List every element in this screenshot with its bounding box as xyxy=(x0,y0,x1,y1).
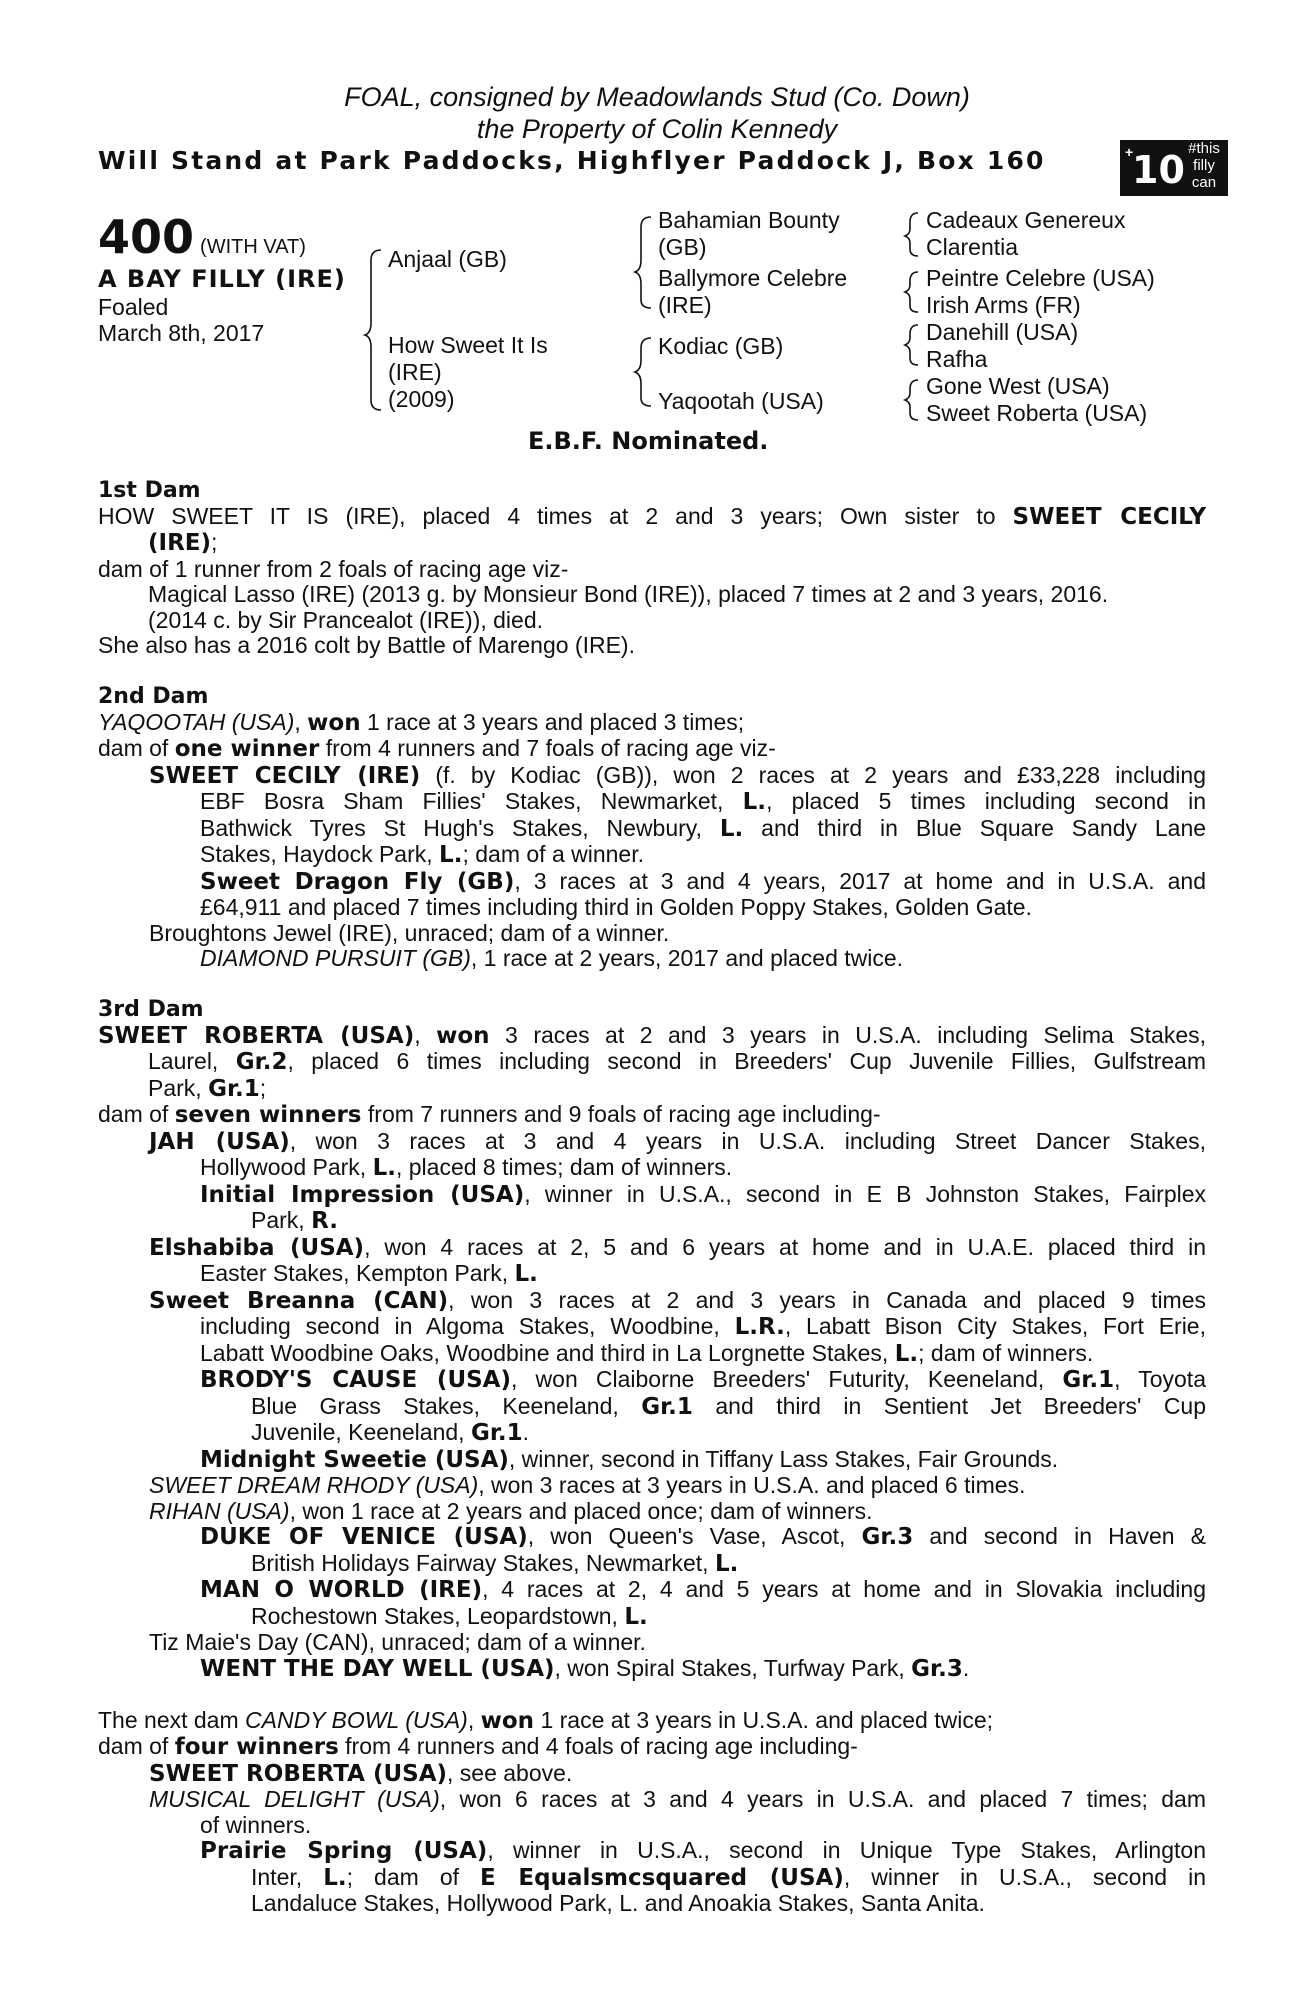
record-text: The next dam xyxy=(98,1706,239,1733)
text-line: Tiz Maie's Day (CAN), unraced; dam of a winner. xyxy=(149,1629,646,1655)
text-line xyxy=(98,1023,1206,1050)
record-text: , Labatt Bison City Stakes, Fort Erie, xyxy=(784,1313,1206,1339)
text-line xyxy=(98,736,1206,763)
sire: Anjaal (GB) xyxy=(388,246,507,272)
text-line xyxy=(98,1838,1206,1865)
punct: , xyxy=(414,1021,421,1048)
second-dam-heading: 2nd Dam xyxy=(98,684,209,709)
sister-country: (IRE) xyxy=(148,530,212,556)
progeny-name: MAN O WORLD (IRE) xyxy=(200,1577,483,1603)
first-dam-heading: 1st Dam xyxy=(98,478,201,503)
text-line xyxy=(98,1447,1206,1474)
dam-name: CANDY BOWL (USA) xyxy=(245,1706,468,1733)
text-line xyxy=(98,1341,1206,1368)
progeny-name: E Equalsmcsquared (USA) xyxy=(480,1864,844,1891)
record-text: from 4 runners and 4 foals of racing age including- xyxy=(345,1733,858,1759)
race-grade: Gr.2 xyxy=(235,1049,288,1075)
sire-dam: Ballymore Celebre xyxy=(658,265,848,291)
race-grade: L. xyxy=(894,1340,919,1367)
consignor-line: FOAL, consigned by Meadowlands Stud (Co. Down) xyxy=(344,82,970,112)
race-grade: Gr.1 xyxy=(208,1075,260,1102)
ped-gen3: Rafha xyxy=(926,346,988,372)
sire-dam-country: (IRE) xyxy=(658,292,712,318)
progeny-name: RIHAN (USA) xyxy=(149,1497,290,1524)
race-grade: R. xyxy=(311,1208,338,1234)
ped-gen3: Peintre Celebre (USA) xyxy=(926,265,1155,291)
foaled-date: March 8th, 2017 xyxy=(98,320,265,346)
property-line: the Property of Colin Kennedy xyxy=(476,114,838,144)
progeny-name: JAH (USA) xyxy=(149,1128,290,1155)
record-text: Labatt Woodbine Oaks, Woodbine and third in La Lorgnette Stakes, xyxy=(200,1339,889,1366)
text-line xyxy=(98,1761,1206,1788)
ped-gen3: Sweet Roberta (USA) xyxy=(926,400,1148,426)
winners-count: one winner xyxy=(174,736,320,762)
record-text: Easter Stakes, Kempton Park, xyxy=(200,1260,509,1286)
text-line: She also has a 2016 colt by Battle of Marengo (IRE). xyxy=(98,632,635,658)
punct: , xyxy=(294,708,301,735)
punct: , xyxy=(467,1706,475,1733)
record-text: , won 3 races at 2 and 3 years in Canada and placed 9 times xyxy=(448,1286,1207,1313)
race-grade: Gr.3 xyxy=(911,1655,963,1682)
text-line xyxy=(98,842,1206,869)
record-text: , won 1 race at 2 years and placed once; dam of winners. xyxy=(289,1497,873,1524)
progeny-name: Initial Impression (USA) xyxy=(200,1181,525,1208)
sire-sire: Bahamian Bounty xyxy=(658,207,840,233)
text-line xyxy=(98,1394,1206,1421)
progeny-name: WENT THE DAY WELL (USA) xyxy=(200,1655,555,1682)
record-text: , placed 6 times including second in Breeders' Cup Juvenile Fillies, Gulfstream xyxy=(287,1048,1207,1074)
text-line xyxy=(98,1049,1206,1076)
progeny-name: Midnight Sweetie (USA) xyxy=(200,1446,509,1473)
text-line xyxy=(98,1420,1206,1447)
progeny-name: BRODY'S CAUSE (USA) xyxy=(200,1367,511,1393)
record-text: , 3 races at 3 and 4 years, 2017 at home and in U.S.A. and xyxy=(514,867,1206,894)
text-line xyxy=(98,1314,1206,1341)
race-grade: L. xyxy=(624,1603,648,1630)
text-line xyxy=(98,1102,1206,1129)
bracket xyxy=(365,250,381,410)
record-text: dam of xyxy=(98,735,169,761)
record-text: from 4 runners and 7 foals of racing age viz- xyxy=(325,735,776,761)
progeny-name: Sweet Dragon Fly (GB) xyxy=(200,868,515,895)
bracket xyxy=(905,213,918,256)
bracket xyxy=(635,338,651,406)
text-line xyxy=(98,710,1206,737)
text-line xyxy=(98,1604,1206,1631)
race-grade: L. xyxy=(372,1155,396,1181)
lot-number: 400 xyxy=(98,210,195,264)
text-line xyxy=(98,1076,1206,1103)
ped-gen3: Gone West (USA) xyxy=(926,373,1110,399)
text-line xyxy=(98,1734,1206,1761)
race-grade: Gr.1 xyxy=(1062,1367,1115,1393)
record-text: Juvenile, Keeneland, xyxy=(251,1419,465,1445)
text-line: Landaluce Stakes, Hollywood Park, L. and Anoakia Stakes, Santa Anita. xyxy=(251,1890,985,1916)
won-word: won xyxy=(307,709,361,736)
third-dam-heading: 3rd Dam xyxy=(98,997,204,1022)
progeny-name: Prairie Spring (USA) xyxy=(200,1838,488,1864)
text-line xyxy=(98,789,1206,816)
text-line xyxy=(98,1235,1206,1262)
text-line xyxy=(98,1656,1206,1683)
record-text: , won Claiborne Breeders' Futurity, Keeneland, xyxy=(511,1366,1045,1392)
race-grade: L.R. xyxy=(734,1314,785,1340)
dam-year: (2009) xyxy=(388,386,455,412)
text-line: Broughtons Jewel (IRE), unraced; dam of a winner. xyxy=(149,919,670,946)
dam-name: YAQOOTAH (USA) xyxy=(98,708,295,735)
record-text: British Holidays Fairway Stakes, Newmarket, xyxy=(251,1549,709,1576)
record-text: Park, xyxy=(251,1207,305,1233)
progeny-name: SWEET DREAM RHODY (USA) xyxy=(149,1472,479,1498)
text-line xyxy=(98,1865,1206,1892)
vat-note: (WITH VAT) xyxy=(200,236,306,258)
text-line: (2014 c. by Sir Prancealot (IRE)), died. xyxy=(148,606,543,633)
race-grade: L. xyxy=(323,1864,347,1891)
bracket xyxy=(905,325,918,365)
text-line xyxy=(98,1787,1206,1813)
record-text: ; dam of winners. xyxy=(918,1339,1094,1366)
text-line xyxy=(98,1155,1206,1182)
text-line xyxy=(98,504,1206,531)
record-text: , won 3 races at 3 years in U.S.A. and placed 6 times. xyxy=(478,1472,1026,1498)
dam-country: (IRE) xyxy=(388,359,442,385)
punct: . xyxy=(522,1419,530,1445)
ped-gen3: Clarentia xyxy=(926,234,1019,260)
race-grade: L. xyxy=(439,842,463,868)
text-line: dam of 1 runner from 2 foals of racing age viz- xyxy=(98,555,569,582)
record-text: Park, xyxy=(148,1074,202,1101)
record-text: Stakes, Haydock Park, xyxy=(200,841,433,867)
text-line xyxy=(98,1499,1206,1525)
record-text: (f. by Kodiac (GB)), won 2 races at 2 years and £33,228 including xyxy=(435,761,1206,788)
record-text: , see above. xyxy=(447,1759,573,1786)
text-line xyxy=(98,1551,1206,1578)
text-line: Magical Lasso (IRE) (2013 g. by Monsieur Bond (IRE)), placed 7 times at 2 and 3 years, 2016. xyxy=(148,581,1109,607)
text-line xyxy=(98,1261,1206,1288)
record-text: , won 4 races at 2, 5 and 6 years at home and in U.A.E. placed third in xyxy=(364,1233,1206,1260)
record-text: and third in Blue Square Sandy Lane xyxy=(761,814,1207,841)
dam-text: HOW SWEET IT IS (IRE), placed 4 times at 2 and 3 years; Own sister to xyxy=(98,502,996,529)
produce-record xyxy=(98,478,1206,1917)
text-line xyxy=(98,1708,1206,1735)
record-text: ; dam of xyxy=(346,1863,459,1890)
record-text: Blue Grass Stakes, Keeneland, xyxy=(251,1392,619,1419)
record-text: , won Queen's Vase, Ascot, xyxy=(527,1523,846,1549)
foaled-label: Foaled xyxy=(98,294,169,320)
record-text: dam of xyxy=(98,1733,169,1759)
text-line xyxy=(98,946,1206,972)
winners-count: seven winners xyxy=(174,1102,362,1128)
record-text: , Toyota xyxy=(1114,1366,1206,1392)
punct: ; xyxy=(259,1074,267,1101)
dam-name: SWEET ROBERTA (USA) xyxy=(98,1022,415,1049)
record-text: and third in Sentient Jet Breeders' Cup xyxy=(715,1392,1207,1419)
dam-name: How Sweet It Is xyxy=(388,332,548,358)
winners-count: four winners xyxy=(174,1734,339,1760)
record-text: Laurel, xyxy=(148,1048,219,1074)
record-text: and second in Haven & xyxy=(929,1523,1207,1549)
record-text: Bathwick Tyres St Hugh's Stakes, Newbury, xyxy=(200,814,702,841)
ped-gen3: Danehill (USA) xyxy=(926,319,1079,345)
dam-dam: Yaqootah (USA) xyxy=(658,388,824,414)
sire-sire-country: (GB) xyxy=(658,234,707,260)
race-grade: L. xyxy=(714,1550,739,1577)
text-line: £64,911 and placed 7 times including third in Golden Poppy Stakes, Golden Gate. xyxy=(200,894,1032,920)
race-grade: Gr.1 xyxy=(470,1420,523,1446)
record-text: , placed 5 times including second in xyxy=(766,788,1207,814)
text-line xyxy=(98,1129,1206,1156)
bracket xyxy=(905,380,918,420)
record-text: Inter, xyxy=(251,1863,303,1890)
race-grade: Gr.1 xyxy=(641,1393,693,1420)
record-text: , won 6 races at 3 and 4 years in U.S.A. and placed 7 times; dam xyxy=(439,1786,1206,1812)
dam-sire: Kodiac (GB) xyxy=(658,333,784,359)
won-word: won xyxy=(480,1707,535,1734)
record-text: including second in Algoma Stakes, Woodbine, xyxy=(200,1313,720,1339)
record-text: , winner in U.S.A., second in E B Johnston Stakes, Fairplex xyxy=(524,1180,1207,1207)
record-text: 1 race at 3 years in U.S.A. and placed twice; xyxy=(540,1706,994,1733)
text-line xyxy=(98,1288,1206,1315)
race-grade: L. xyxy=(514,1261,538,1287)
record-text: , winner in U.S.A., second in xyxy=(843,1863,1206,1890)
text-line xyxy=(98,1367,1206,1394)
badge-tag-line: #this xyxy=(1188,140,1220,157)
record-text: Hollywood Park, xyxy=(200,1154,367,1180)
record-text: , won 3 races at 3 and 4 years in U.S.A. including Street Dancer Stakes, xyxy=(289,1127,1206,1154)
ped-gen3: Cadeaux Genereux xyxy=(926,207,1126,233)
punct: ; xyxy=(211,529,218,555)
progeny-name: Elshabiba (USA) xyxy=(149,1234,365,1261)
record-text: 3 races at 2 and 3 years in U.S.A. including Selima Stakes, xyxy=(505,1021,1207,1048)
text-line: of winners. xyxy=(200,1811,312,1838)
record-text: EBF Bosra Sham Fillies' Stakes, Newmarket, xyxy=(200,788,724,814)
record-text: , 1 race at 2 years, 2017 and placed twice. xyxy=(470,945,904,971)
record-text: , placed 8 times; dam of winners. xyxy=(395,1154,733,1180)
horse-name: A BAY FILLY (IRE) xyxy=(98,265,346,293)
sister-name: SWEET CECILY xyxy=(1012,503,1206,530)
ebf-nominated: E.B.F. Nominated. xyxy=(528,427,769,455)
plus-icon: + xyxy=(1125,144,1134,160)
race-grade: L. xyxy=(742,789,767,815)
record-text: 1 race at 3 years and placed 3 times; xyxy=(367,708,745,735)
badge-tag-line: can xyxy=(1191,174,1217,191)
race-grade: Gr.3 xyxy=(861,1524,914,1550)
text-line xyxy=(98,1524,1206,1551)
text-line xyxy=(98,530,1206,557)
progeny-name: DUKE OF VENICE (USA) xyxy=(200,1524,528,1550)
text-line xyxy=(98,1182,1206,1209)
record-text: from 7 runners and 9 foals of racing age including- xyxy=(367,1101,881,1127)
record-text: , won Spiral Stakes, Turfway Park, xyxy=(554,1654,905,1681)
text-line xyxy=(98,763,1206,790)
text-line xyxy=(98,1473,1206,1499)
record-text: Rochestown Stakes, Leopardstown, xyxy=(251,1602,618,1629)
progeny-name: DIAMOND PURSUIT (GB) xyxy=(200,945,471,971)
spacer xyxy=(98,659,1206,685)
bracket xyxy=(905,272,918,312)
text-line xyxy=(98,1208,1206,1235)
record-text: , winner, second in Tiffany Lass Stakes, Fair Grounds. xyxy=(508,1445,1059,1472)
record-text: dam of xyxy=(98,1101,169,1127)
race-grade: L. xyxy=(719,815,744,842)
record-text: ; dam of a winner. xyxy=(462,841,644,867)
punct: . xyxy=(962,1654,970,1681)
badge-tag-line: filly xyxy=(1193,157,1215,174)
record-text: , 4 races at 2, 4 and 5 years at home and in Slovakia including xyxy=(482,1576,1206,1602)
badge-number: 10 xyxy=(1132,148,1185,192)
progeny-name: Sweet Breanna (CAN) xyxy=(149,1287,449,1314)
spacer xyxy=(98,1682,1206,1708)
progeny-name: MUSICAL DELIGHT (USA) xyxy=(149,1786,440,1812)
text-line xyxy=(98,816,1206,843)
stand-location: Will Stand at Park Paddocks, Highflyer Paddock J, Box 160 xyxy=(98,146,1046,175)
spacer xyxy=(98,972,1206,998)
bracket xyxy=(635,217,651,308)
text-line xyxy=(98,869,1206,896)
record-text: , winner in U.S.A., second in Unique Type Stakes, Arlington xyxy=(487,1837,1206,1863)
ped-gen3: Irish Arms (FR) xyxy=(926,292,1081,318)
won-word: won xyxy=(436,1022,490,1049)
progeny-name: SWEET ROBERTA (USA) xyxy=(149,1760,448,1787)
progeny-name: SWEET CECILY (IRE) xyxy=(149,762,421,789)
text-line xyxy=(98,1577,1206,1604)
